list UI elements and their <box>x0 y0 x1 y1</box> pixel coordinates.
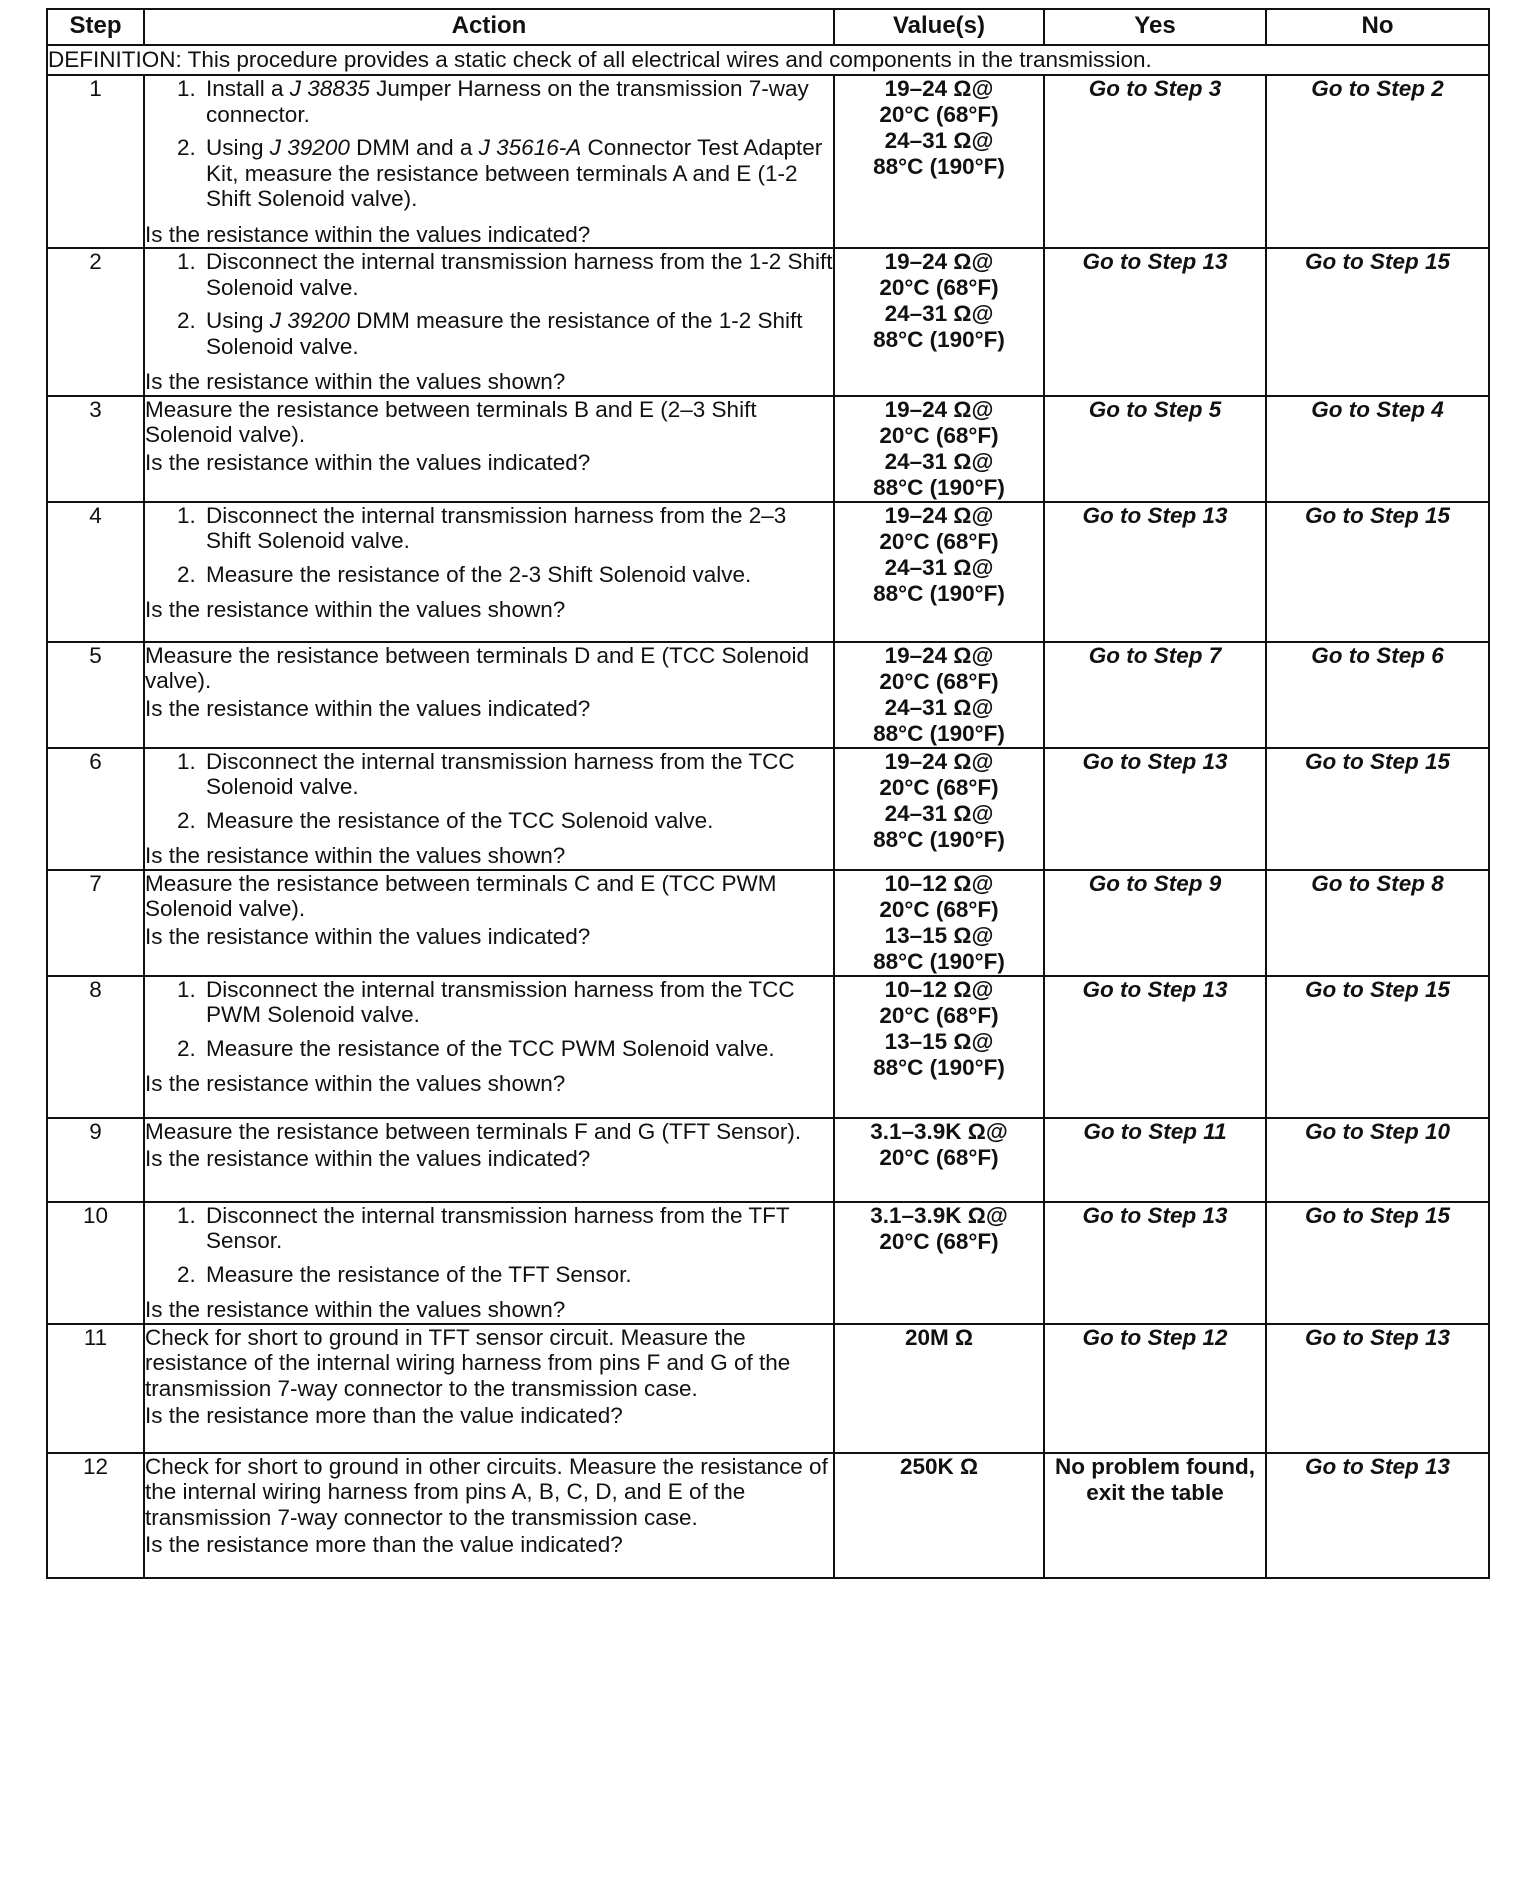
no-result: Go to Step 15 <box>1266 976 1489 1118</box>
substep-text: DMM measure the resistance of the 1-2 Shift Solenoid valve. <box>206 308 803 359</box>
substep-text: Disconnect the internal transmission harness from the TFT Sensor. <box>206 1202 790 1253</box>
step-number: 4 <box>47 502 144 642</box>
value-line: 19–24 Ω@ <box>884 249 994 274</box>
value-line: 88°C (190°F) <box>873 327 1005 352</box>
substep-text: Disconnect the internal transmission harness from the TCC Solenoid valve. <box>206 748 795 799</box>
substep-item <box>202 1203 833 1254</box>
values-cell <box>834 1118 1044 1202</box>
values-cell <box>834 75 1044 248</box>
yes-result: Go to Step 13 <box>1044 748 1266 870</box>
yes-result: Go to Step 13 <box>1044 976 1266 1118</box>
no-result: Go to Step 8 <box>1266 870 1489 976</box>
table-row <box>47 502 1489 642</box>
step-number: 1 <box>47 75 144 248</box>
value-line: 88°C (190°F) <box>873 580 1005 606</box>
substep-text: Jumper Harness on the transmission 7-way connector. <box>206 76 809 127</box>
value-line: 20°C (68°F) <box>879 275 999 300</box>
tool-reference: J 35616-A <box>478 135 582 160</box>
yes-result: Go to Step 11 <box>1044 1118 1266 1202</box>
value-line: 13–15 Ω@ <box>884 1028 994 1054</box>
action-content <box>145 249 833 395</box>
substep-item <box>202 76 833 127</box>
value-line: 19–24 Ω@ <box>884 642 994 668</box>
value-line: 19–24 Ω@ <box>884 502 994 528</box>
value-line: 88°C (190°F) <box>873 948 1005 974</box>
question-text: Is the resistance within the values shown? <box>145 369 566 394</box>
substep-list <box>145 977 833 1070</box>
no-result: Go to Step 15 <box>1266 248 1489 396</box>
question-text: Is the resistance within the values shown? <box>145 1297 566 1322</box>
yes-result: Go to Step 9 <box>1044 870 1266 976</box>
question-text: Is the resistance within the values indicated? <box>145 695 591 721</box>
value-line: 3.1–3.9K Ω@ <box>870 1118 1008 1144</box>
substep-item <box>202 749 833 800</box>
no-result: Go to Step 15 <box>1266 502 1489 642</box>
substep-text: Measure the resistance of the 2-3 Shift Solenoid valve. <box>206 561 752 587</box>
table-row <box>47 1453 1489 1578</box>
values-cell <box>834 1324 1044 1453</box>
header-action: Action <box>144 9 834 45</box>
step-number: 10 <box>47 1202 144 1324</box>
value-line: 20°C (68°F) <box>879 1002 999 1028</box>
yes-result: Go to Step 7 <box>1044 642 1266 748</box>
substep-item <box>202 1036 833 1062</box>
action-content <box>145 871 833 950</box>
substep-item <box>202 808 833 834</box>
step-number: 12 <box>47 1453 144 1578</box>
value-line: 19–24 Ω@ <box>884 396 994 422</box>
question-text: Is the resistance within the values shown? <box>145 843 566 868</box>
no-result: Go to Step 2 <box>1266 75 1489 248</box>
value-line: 10–12 Ω@ <box>884 976 994 1002</box>
substep-text: DMM and a <box>349 135 479 160</box>
value-line: 20°C (68°F) <box>879 896 999 922</box>
value-line: 24–31 Ω@ <box>884 800 994 826</box>
action-content <box>145 749 833 869</box>
question-text: Is the resistance within the values indicated? <box>145 449 591 475</box>
action-content <box>145 1119 833 1172</box>
table-row <box>47 642 1489 748</box>
instruction-text: Measure the resistance between terminals B and E (2–3 Shift Solenoid valve). <box>145 396 757 447</box>
instruction-text: Check for short to ground in TFT sensor circuit. Measure the resistance of the internal wiring harness from pins F and G of the transmission 7-way connector to the transmission case. <box>145 1324 791 1401</box>
value-line: 24–31 Ω@ <box>884 301 994 326</box>
value-line: 24–31 Ω@ <box>884 694 994 720</box>
yes-result: Go to Step 3 <box>1044 75 1266 248</box>
substep-text: Disconnect the internal transmission harness from the TCC PWM Solenoid valve. <box>206 976 795 1027</box>
value-line: 20°C (68°F) <box>879 668 999 694</box>
substep-text: Using <box>206 135 270 160</box>
value-line: 19–24 Ω@ <box>884 76 994 101</box>
action-cell <box>144 1202 834 1324</box>
substep-text: Using <box>206 308 270 333</box>
definition-text: DEFINITION: This procedure provides a static check of all electrical wires and components in the transmission. <box>47 45 1489 75</box>
table-row <box>47 396 1489 502</box>
action-content <box>145 503 833 623</box>
substep-item <box>202 977 833 1028</box>
header-row <box>47 9 1489 45</box>
yes-result: Go to Step 13 <box>1044 248 1266 396</box>
action-cell <box>144 502 834 642</box>
value-line: 20°C (68°F) <box>879 102 999 127</box>
step-number: 3 <box>47 396 144 502</box>
no-result: Go to Step 4 <box>1266 396 1489 502</box>
value-line: 10–12 Ω@ <box>884 870 994 896</box>
substep-list <box>145 249 833 367</box>
step-number: 9 <box>47 1118 144 1202</box>
question-text: Is the resistance more than the value indicated? <box>145 1403 623 1428</box>
substep-text: Install a <box>206 76 290 101</box>
action-content <box>145 977 833 1097</box>
value-line: 3.1–3.9K Ω@ <box>870 1202 1008 1228</box>
values-cell <box>834 1202 1044 1324</box>
value-line: 20M Ω <box>904 1324 974 1350</box>
values-cell <box>834 248 1044 396</box>
action-cell <box>144 976 834 1118</box>
action-content <box>145 397 833 476</box>
no-result: Go to Step 10 <box>1266 1118 1489 1202</box>
value-line: 19–24 Ω@ <box>884 748 994 774</box>
substep-item <box>202 308 833 359</box>
substep-text: Disconnect the internal transmission harness from the 2–3 Shift Solenoid valve. <box>206 502 787 553</box>
value-line: 20°C (68°F) <box>879 1144 999 1170</box>
substep-text: Measure the resistance of the TCC PWM Solenoid valve. <box>206 1035 775 1061</box>
no-result: Go to Step 15 <box>1266 1202 1489 1324</box>
values-cell <box>834 1453 1044 1578</box>
value-line: 88°C (190°F) <box>873 720 1005 746</box>
diagnostic-table <box>46 8 1490 1579</box>
value-line: 24–31 Ω@ <box>884 128 994 153</box>
table-row <box>47 748 1489 870</box>
question-text: Is the resistance within the values indicated? <box>145 923 591 949</box>
question-text: Is the resistance within the values shown? <box>145 597 566 622</box>
substep-list <box>145 749 833 842</box>
yes-result: Go to Step 13 <box>1044 502 1266 642</box>
question-text: Is the resistance more than the value indicated? <box>145 1532 623 1557</box>
table-row <box>47 75 1489 248</box>
instruction-text: Measure the resistance between terminals F and G (TFT Sensor). <box>145 1118 802 1144</box>
value-line: 250K Ω <box>899 1453 979 1479</box>
substep-item <box>202 1262 833 1288</box>
action-cell <box>144 870 834 976</box>
tool-reference: J 39200 <box>269 135 350 160</box>
substep-item <box>202 249 833 300</box>
yes-result: No problem found, exit the table <box>1044 1453 1266 1578</box>
question-text: Is the resistance within the values indicated? <box>145 221 591 247</box>
values-cell <box>834 870 1044 976</box>
action-cell <box>144 1324 834 1453</box>
action-content <box>145 1325 833 1429</box>
value-line: 20°C (68°F) <box>879 1228 999 1254</box>
question-text: Is the resistance within the values shown? <box>145 1071 566 1096</box>
step-number: 8 <box>47 976 144 1118</box>
value-line: 20°C (68°F) <box>879 774 999 800</box>
diagnostic-table-sheet <box>46 8 1488 1579</box>
header-no: No <box>1266 9 1489 45</box>
no-result: Go to Step 13 <box>1266 1324 1489 1453</box>
header-yes: Yes <box>1044 9 1266 45</box>
yes-result: Go to Step 12 <box>1044 1324 1266 1453</box>
tool-reference: J 39200 <box>269 308 350 333</box>
substep-item <box>202 503 833 554</box>
substep-text: Connector Test Adapter Kit, measure the resistance between terminals A and E (1-2 Shift Solenoid valve). <box>206 135 823 211</box>
step-number: 2 <box>47 248 144 396</box>
question-text: Is the resistance within the values indicated? <box>145 1146 591 1171</box>
tool-reference: J 38835 <box>289 76 370 101</box>
value-line: 88°C (190°F) <box>873 154 1005 179</box>
action-content <box>145 76 833 247</box>
table-row <box>47 248 1489 396</box>
action-content <box>145 1203 833 1323</box>
substep-item <box>202 562 833 588</box>
value-line: 20°C (68°F) <box>879 422 999 448</box>
no-result: Go to Step 15 <box>1266 748 1489 870</box>
action-cell <box>144 248 834 396</box>
table-row <box>47 870 1489 976</box>
table-row <box>47 1202 1489 1324</box>
table-row <box>47 1118 1489 1202</box>
action-cell <box>144 1118 834 1202</box>
value-line: 88°C (190°F) <box>873 826 1005 852</box>
yes-result: Go to Step 13 <box>1044 1202 1266 1324</box>
no-result: Go to Step 13 <box>1266 1453 1489 1578</box>
step-number: 6 <box>47 748 144 870</box>
value-line: 13–15 Ω@ <box>884 922 994 948</box>
action-content <box>145 643 833 722</box>
substep-list <box>145 503 833 596</box>
instruction-text: Measure the resistance between terminals C and E (TCC PWM Solenoid valve). <box>145 870 777 921</box>
instruction-text: Measure the resistance between terminals D and E (TCC Solenoid valve). <box>145 642 810 693</box>
no-result: Go to Step 6 <box>1266 642 1489 748</box>
values-cell <box>834 976 1044 1118</box>
step-number: 5 <box>47 642 144 748</box>
value-line: 88°C (190°F) <box>873 474 1005 500</box>
value-line: 88°C (190°F) <box>873 1054 1005 1080</box>
table-row <box>47 976 1489 1118</box>
substep-text: Disconnect the internal transmission harness from the 1-2 Shift Solenoid valve. <box>206 249 833 300</box>
step-number: 11 <box>47 1324 144 1453</box>
action-cell <box>144 642 834 748</box>
values-cell <box>834 642 1044 748</box>
substep-list <box>145 76 833 220</box>
header-values: Value(s) <box>834 9 1044 45</box>
instruction-text: Check for short to ground in other circuits. Measure the resistance of the internal wiring harness from pins A, B, C, D, and E of the transmission 7-way connector to the transmission case. <box>145 1453 828 1530</box>
substep-item <box>202 135 833 212</box>
yes-result: Go to Step 5 <box>1044 396 1266 502</box>
value-line: 20°C (68°F) <box>879 528 999 554</box>
values-cell <box>834 502 1044 642</box>
action-cell <box>144 748 834 870</box>
values-cell <box>834 748 1044 870</box>
substep-list <box>145 1203 833 1296</box>
action-cell <box>144 396 834 502</box>
substep-text: Measure the resistance of the TCC Solenoid valve. <box>206 807 714 833</box>
action-cell <box>144 75 834 248</box>
action-cell <box>144 1453 834 1578</box>
table-row <box>47 1324 1489 1453</box>
action-content <box>145 1454 833 1558</box>
value-line: 24–31 Ω@ <box>884 554 994 580</box>
values-cell <box>834 396 1044 502</box>
header-step: Step <box>47 9 144 45</box>
value-line: 24–31 Ω@ <box>884 448 994 474</box>
step-number: 7 <box>47 870 144 976</box>
substep-text: Measure the resistance of the TFT Sensor. <box>206 1261 632 1287</box>
definition-row <box>47 45 1489 75</box>
